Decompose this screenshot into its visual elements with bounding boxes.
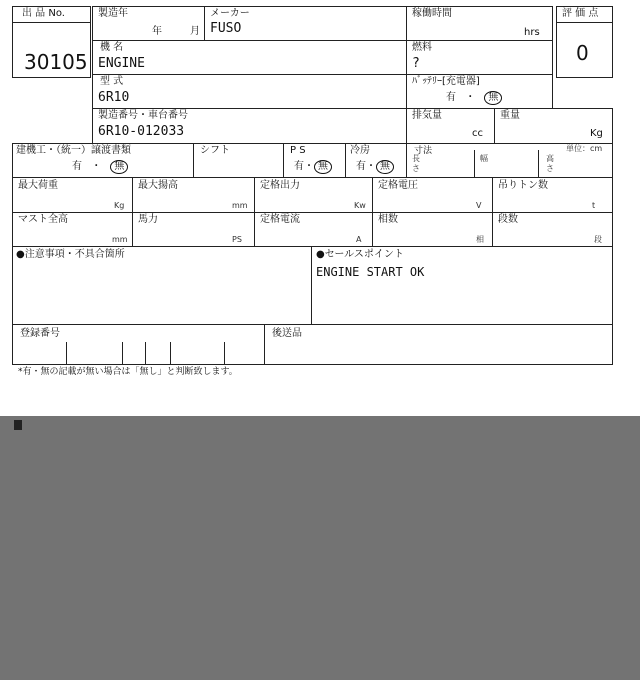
serial-label: 製造番号・車台番号 xyxy=(98,110,188,121)
rating-label: 評 価 点 xyxy=(562,8,599,19)
rated-current-unit: A xyxy=(356,235,362,244)
max-lift-height-unit: mm xyxy=(232,201,248,210)
transfer-doc-options xyxy=(72,160,128,174)
model-name-value: ENGINE xyxy=(98,56,145,71)
max-lift-height-label: 最大揚高 xyxy=(138,180,178,191)
mast-height-label: マスト全高 xyxy=(18,214,68,225)
ps-no-circled: 無 xyxy=(314,160,332,174)
dimension-length-label: 長 さ xyxy=(412,154,420,173)
displacement-label: 排気量 xyxy=(412,110,442,121)
dimension-height-label: 高 さ xyxy=(546,154,554,173)
lifting-capacity-label: 吊りトン数 xyxy=(498,180,548,191)
mast-height-unit: mm xyxy=(112,235,128,244)
transfer-doc-label: 建機工・（統一）譲渡書類 xyxy=(16,145,131,156)
rated-voltage-label: 定格電圧 xyxy=(378,180,418,191)
maker-value: FUSO xyxy=(210,21,242,36)
phase-count-unit: 相 xyxy=(476,235,484,244)
type-value: 6R10 xyxy=(98,90,130,105)
registration-label: 登録番号 xyxy=(20,328,60,339)
ps-label: P S xyxy=(290,145,306,156)
serial-value: 6R10-012033 xyxy=(98,124,185,139)
shift-label: シフト xyxy=(200,145,230,156)
cooling-no-circled: 無 xyxy=(376,160,394,174)
year-unit: 年 xyxy=(152,26,162,37)
weight-unit: Kg xyxy=(590,128,603,139)
later-items-label: 後送品 xyxy=(272,328,302,339)
rating-value: 0 xyxy=(576,41,589,65)
cooling-options xyxy=(356,160,394,174)
transfer-doc-dot: ・ xyxy=(91,161,102,172)
fuel-label: 燃料 xyxy=(412,42,432,53)
stage-count-label: 段数 xyxy=(498,214,518,225)
cooling-yes: 有 xyxy=(356,161,366,172)
vehicle-photo-area xyxy=(0,416,640,680)
month-unit: 月 xyxy=(190,26,200,37)
model-name-label: 機 名 xyxy=(100,42,124,53)
rated-current-label: 定格電流 xyxy=(260,214,300,225)
notes-label: ●注意事項・不具合箇所 xyxy=(16,249,125,260)
lot-label: 出 品 No. xyxy=(22,8,65,19)
cooling-label: 冷房 xyxy=(350,145,370,156)
displacement-unit: cc xyxy=(472,128,483,139)
lot-number: 30105 xyxy=(24,50,88,74)
fuel-value: ? xyxy=(412,56,420,71)
hours-unit: hrs xyxy=(524,27,540,38)
battery-no-circled: 無 xyxy=(484,91,502,105)
dimension-width-label: 幅 xyxy=(480,154,488,163)
ps-dot: ・ xyxy=(304,161,314,172)
max-load-label: 最大荷重 xyxy=(18,180,58,191)
sales-point-label: ●セールスポイント xyxy=(316,249,404,260)
horsepower-label: 馬力 xyxy=(138,214,158,225)
cooling-dot: ・ xyxy=(366,161,376,172)
dimensions-label: 寸法 xyxy=(414,146,433,156)
footnote: *有・無の記載が無い場合は「無し」と判断致します。 xyxy=(18,367,238,377)
photo-corner-mark xyxy=(14,420,22,430)
battery-label: ﾊﾞｯﾃﾘｰ[充電器] xyxy=(412,76,480,87)
maker-label: メーカー xyxy=(210,8,250,19)
rated-voltage-unit: V xyxy=(476,201,482,210)
transfer-doc-no-circled: 無 xyxy=(110,160,128,174)
battery-options xyxy=(446,91,502,105)
max-load-unit: Kg xyxy=(114,201,125,210)
battery-dot: ・ xyxy=(465,92,476,103)
ps-options xyxy=(294,160,332,174)
hours-label: 稼働時間 xyxy=(412,8,452,19)
horsepower-unit: PS xyxy=(232,235,242,244)
sales-point-value: ENGINE START OK xyxy=(316,265,425,279)
ps-yes: 有 xyxy=(294,161,304,172)
type-label: 型 式 xyxy=(100,76,124,87)
rated-output-label: 定格出力 xyxy=(260,180,300,191)
battery-yes: 有 xyxy=(446,92,456,103)
manufacture-year-label: 製造年 xyxy=(98,8,128,19)
weight-label: 重量 xyxy=(500,110,520,121)
transfer-doc-yes: 有 xyxy=(72,161,82,172)
lifting-capacity-unit: t xyxy=(592,201,596,210)
rated-output-unit: Kw xyxy=(354,201,366,210)
phase-count-label: 相数 xyxy=(378,214,398,225)
dimensions-unit-note: 単位：cm xyxy=(566,144,603,153)
stage-count-unit: 段 xyxy=(594,235,602,244)
